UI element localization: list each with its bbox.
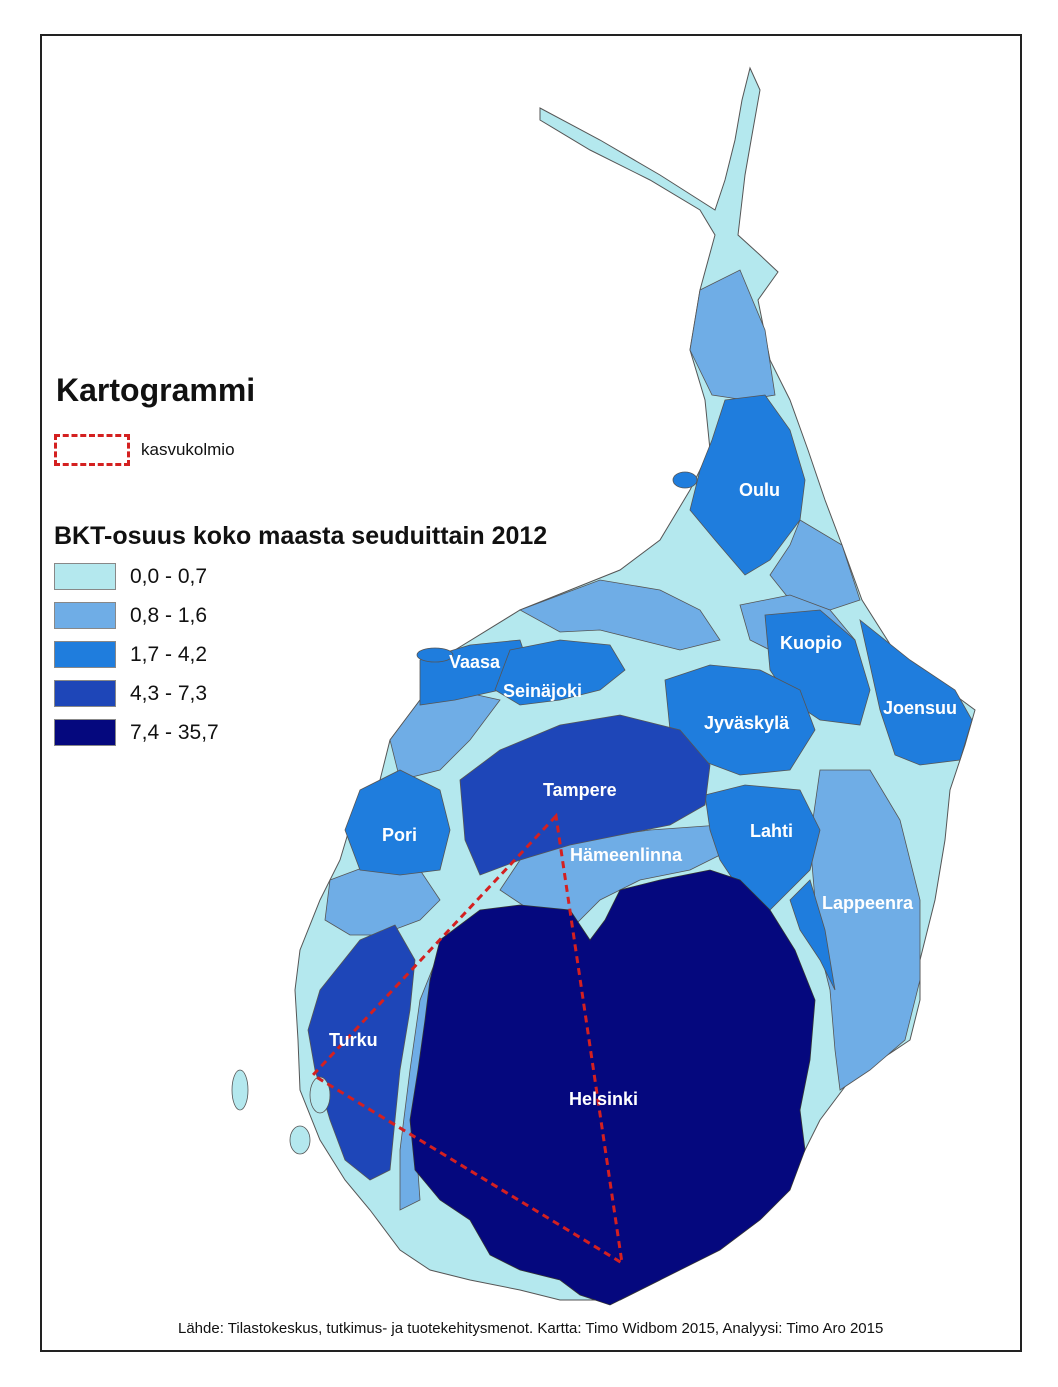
- city-label-vaasa: Vaasa: [449, 652, 501, 672]
- legend-swatch: [54, 680, 116, 707]
- classification-title: BKT-osuus koko maasta seuduittain 2012: [54, 522, 548, 550]
- city-label-hameenlinna: Hämeenlinna: [570, 845, 683, 865]
- legend-label: 7,4 - 35,7: [130, 721, 219, 744]
- city-label-tampere: Tampere: [543, 780, 617, 800]
- legend-label: 0,0 - 0,7: [130, 565, 208, 588]
- legend-swatch: [54, 641, 116, 668]
- island-1: [417, 648, 453, 662]
- city-label-seinajoki: Seinäjoki: [503, 681, 583, 701]
- legend-label: 1,7 - 4,2: [130, 643, 208, 666]
- island-4: [232, 1070, 248, 1110]
- city-label-pori: Pori: [382, 825, 418, 845]
- city-label-joensuu: Joensuu: [883, 698, 958, 718]
- island-5: [290, 1126, 310, 1154]
- triangle-legend-label: kasvukolmio: [141, 440, 235, 459]
- source-credit: Lähde: Tilastokeskus, tutkimus- ja tuotekehitysmenot. Kartta: Timo Widbom 2015, Analyysi: Timo Aro 2015: [178, 1320, 884, 1337]
- city-label-jyvaskyla: Jyväskylä: [704, 713, 790, 733]
- map-title: Kartogrammi: [56, 372, 256, 408]
- city-label-oulu: Oulu: [739, 480, 780, 500]
- legend-label: 0,8 - 1,6: [130, 604, 208, 627]
- legend-swatch: [54, 563, 116, 590]
- city-label-turku: Turku: [329, 1030, 378, 1050]
- city-label-helsinki: Helsinki: [569, 1089, 639, 1109]
- island-2: [673, 472, 697, 488]
- legend-swatch: [54, 602, 116, 629]
- city-label-lappeenranta: Lappeenra: [822, 893, 914, 913]
- legend-label: 4,3 - 7,3: [130, 682, 208, 705]
- city-label-lahti: Lahti: [750, 821, 793, 841]
- triangle-legend-symbol: [54, 434, 130, 466]
- legend-swatch: [54, 719, 116, 746]
- island-3: [310, 1077, 330, 1113]
- city-label-kuopio: Kuopio: [780, 633, 842, 653]
